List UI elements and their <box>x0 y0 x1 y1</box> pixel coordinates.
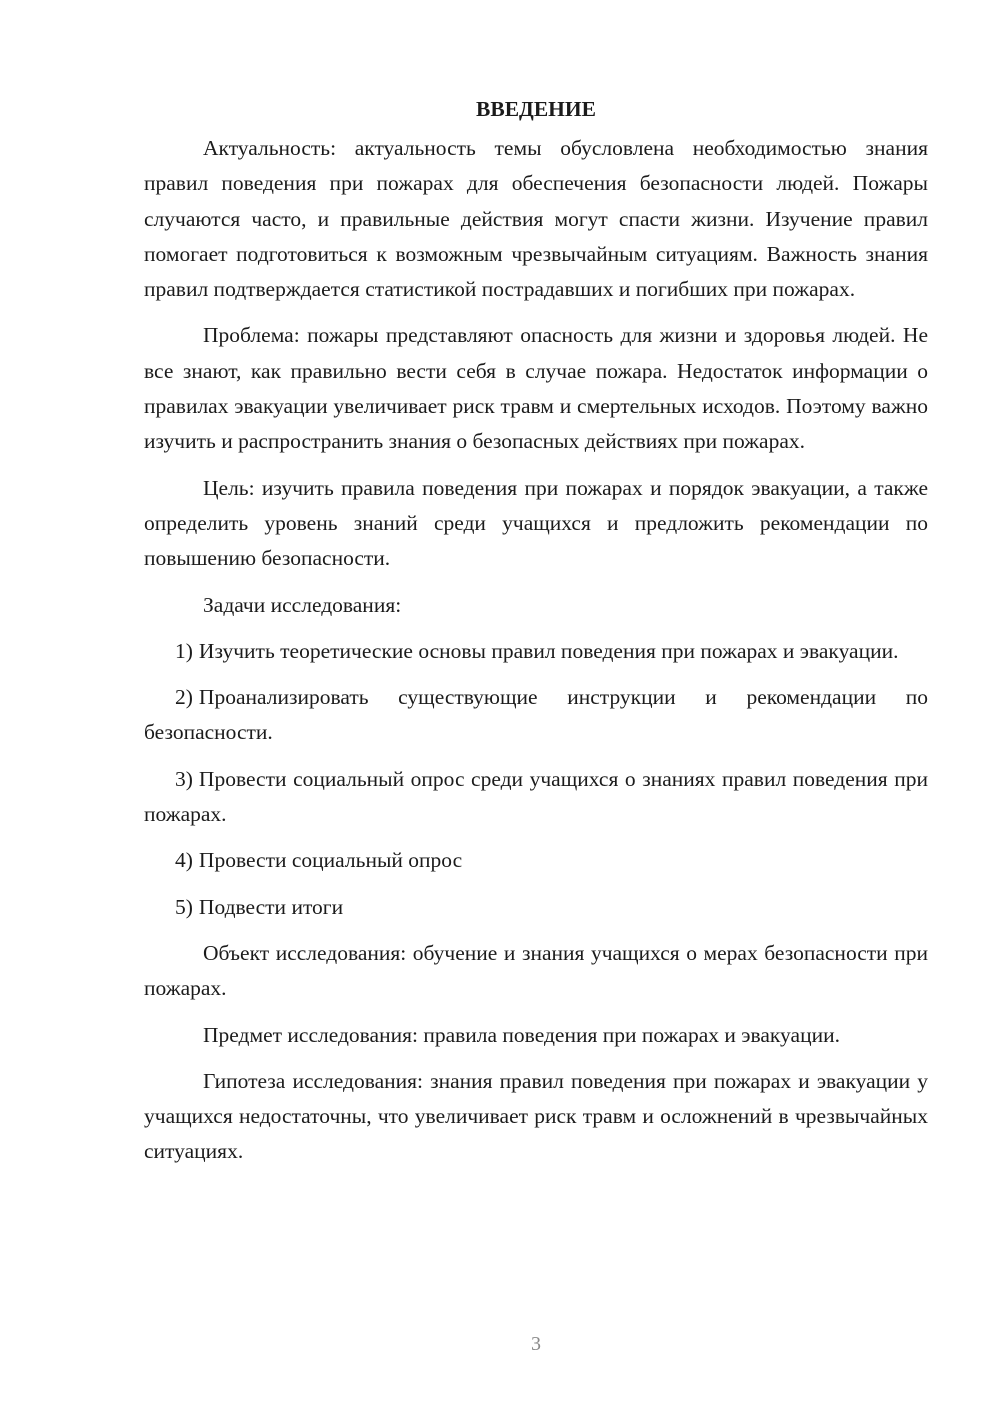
list-item <box>144 843 928 878</box>
paragraph-goal: Цель: изучить правила поведения при пожарах и порядок эвакуации, а также определить уровень знаний среди учащихся и предложить рекомендации по повышению безопасности. <box>144 475 928 571</box>
list-item-number: 1) <box>175 638 193 663</box>
paragraph-problem: Проблема: пожары представляют опасность для жизни и здоровья людей. Не все знают, как правильно вести себя в случае пожара. Недостаток информации о правилах эвакуации увеличивает риск травм и смертельных исходов. Поэтому важно изучить и распространить знания о безопасных действиях при пожарах. <box>144 323 928 454</box>
page-content <box>144 92 928 1181</box>
list-item-text: Проанализировать существующие инструкции и рекомендации по безопасности. <box>144 685 928 745</box>
list-item <box>144 890 928 925</box>
list-item <box>144 680 928 751</box>
paragraph-relevance: Актуальность: актуальность темы обусловлена необходимостью знания правил поведения при пожарах для обеспечения безопасности людей. Пожары случаются часто, и правильные действия могут спасти жизни. Изучение правил помогает подготовиться к возможным чрезвычайным ситуациям. Важность знания правил подтверждается статистикой пострадавших и погибших при пожарах. <box>144 136 928 302</box>
page-number: 3 <box>531 1333 541 1355</box>
list-item-text: Подвести итоги <box>198 894 344 919</box>
list-item-number: 4) <box>175 848 193 873</box>
paragraph-hypothesis: Гипотеза исследования: знания правил поведения при пожарах и эвакуации у учащихся недостаточны, что увеличивает риск травм и осложнений в чрезвычайных ситуациях. <box>144 1068 928 1164</box>
list-item-text: Провести социальный опрос среди учащихся о знаниях правил поведения при пожарах. <box>144 766 928 827</box>
list-item <box>144 634 928 669</box>
list-item-number: 3) <box>175 766 193 791</box>
paragraph-object: Объект исследования: обучение и знания учащихся о мерах безопасности при пожарах. <box>144 940 928 1001</box>
list-item <box>144 762 928 833</box>
list-item-number: 2) <box>175 685 193 710</box>
paragraph-subject: Предмет исследования: правила поведения при пожарах и эвакуации. <box>203 1022 840 1047</box>
page-title: ВВЕДЕНИЕ <box>476 97 596 121</box>
list-item-number: 5) <box>175 894 193 919</box>
list-item-text: Изучить теоретические основы правил поведения при пожарах и эвакуации. <box>198 638 899 663</box>
tasks-heading: Задачи исследования: <box>203 592 402 617</box>
list-item-text: Провести социальный опрос <box>198 848 463 873</box>
